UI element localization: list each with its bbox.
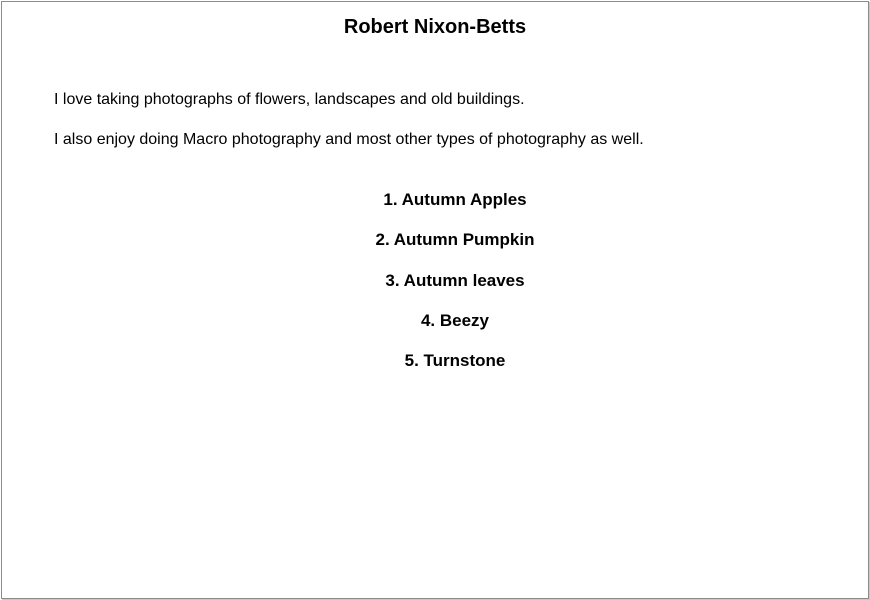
list-item (0, 271, 870, 311)
photo-link-autumn-pumpkin[interactable]: 2. Autumn Pumpkin (375, 230, 535, 250)
list-item (0, 311, 870, 351)
intro-paragraph: I love taking photographs of flowers, landscapes and old buildings. (54, 91, 525, 108)
photo-link-turnstone[interactable]: 5. Turnstone (404, 351, 506, 371)
photo-link-autumn-apples[interactable]: 1. Autumn Apples (383, 190, 527, 209)
photo-link-autumn-leaves[interactable]: 3. Autumn leaves (385, 270, 525, 290)
photo-link-beezy[interactable]: 4. Beezy (420, 310, 490, 330)
list-item (0, 351, 870, 391)
photo-list (0, 190, 870, 391)
list-item (0, 230, 870, 270)
list-item (0, 190, 870, 230)
interests-paragraph: I also enjoy doing Macro photography and most other types of photography as well. (54, 131, 644, 148)
page-title: Robert Nixon-Betts (343, 16, 527, 38)
